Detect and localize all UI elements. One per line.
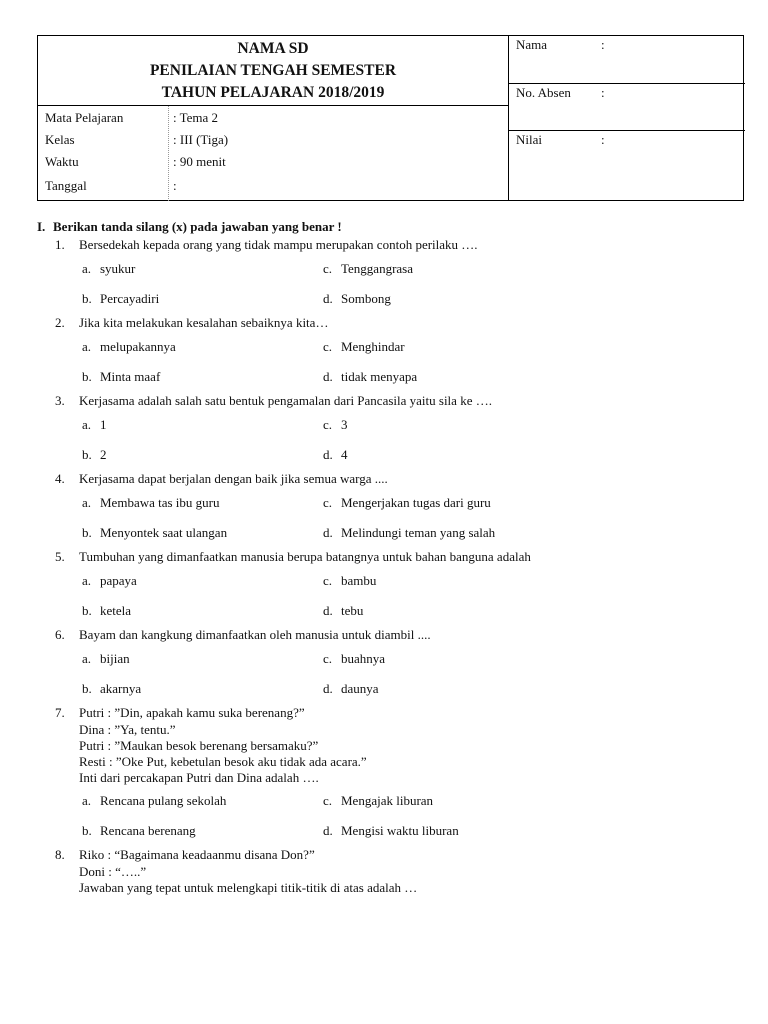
question-body: Bayam dan kangkung dimanfaatkan oleh manusia untuk diambil .... bbox=[79, 627, 431, 642]
header-title-block bbox=[38, 36, 509, 106]
question-number: 8. bbox=[55, 847, 65, 862]
answer-option[interactable] bbox=[82, 440, 323, 470]
option-letter: d. bbox=[323, 681, 333, 696]
question-list bbox=[37, 236, 744, 896]
option-text: tebu bbox=[341, 603, 364, 618]
option-text: Minta maaf bbox=[100, 369, 161, 384]
answer-options bbox=[37, 566, 744, 626]
question-body: Putri : ”Din, apakah kamu suka berenang?” bbox=[79, 705, 305, 720]
question-number: 4. bbox=[55, 471, 65, 486]
field-time: Waktu : 90 menit bbox=[45, 154, 226, 169]
answer-option[interactable] bbox=[323, 674, 563, 704]
answer-option[interactable] bbox=[323, 816, 563, 846]
answer-option[interactable] bbox=[82, 284, 323, 314]
option-text: tidak menyapa bbox=[341, 369, 418, 384]
option-text: Sombong bbox=[341, 291, 391, 306]
option-text: Membawa tas ibu guru bbox=[100, 495, 220, 510]
question-body: Bersedekah kepada orang yang tidak mampu merupakan contoh perilaku …. bbox=[79, 237, 478, 252]
option-letter: a. bbox=[82, 495, 92, 510]
question-text bbox=[37, 392, 744, 410]
field-date: Tanggal : bbox=[45, 178, 177, 193]
option-text: Tenggangrasa bbox=[341, 261, 414, 276]
question-section bbox=[37, 218, 744, 896]
answer-option[interactable] bbox=[323, 284, 563, 314]
option-text: daunya bbox=[341, 681, 379, 696]
question-body: Kerjasama adalah salah satu bentuk pengamalan dari Pancasila yaitu sila ke …. bbox=[79, 393, 492, 408]
option-text: Percayadiri bbox=[100, 291, 160, 306]
option-letter: b. bbox=[82, 291, 92, 306]
option-letter: c. bbox=[323, 573, 333, 588]
option-letter: b. bbox=[82, 369, 92, 384]
option-letter: a. bbox=[82, 573, 92, 588]
academic-year: TAHUN PELAJARAN 2018/2019 bbox=[161, 84, 385, 101]
answer-option[interactable] bbox=[323, 332, 563, 362]
option-letter: a. bbox=[82, 261, 92, 276]
option-text: syukur bbox=[100, 261, 136, 276]
answer-option[interactable] bbox=[82, 254, 323, 284]
answer-option[interactable] bbox=[82, 674, 323, 704]
absen-box[interactable]: No. Absen : bbox=[509, 84, 745, 131]
answer-options bbox=[37, 254, 744, 314]
question-number: 1. bbox=[55, 237, 65, 252]
option-text: 2 bbox=[100, 447, 107, 462]
question-text bbox=[37, 470, 744, 488]
option-text: papaya bbox=[100, 573, 137, 588]
dialog-line: Resti : ”Oke Put, kebetulan besok aku tidak ada acara.” bbox=[79, 754, 367, 769]
answer-option[interactable] bbox=[323, 254, 563, 284]
answer-option[interactable] bbox=[323, 362, 563, 392]
question-text bbox=[37, 314, 744, 332]
option-text: Mengerjakan tugas dari guru bbox=[341, 495, 491, 510]
answer-options bbox=[37, 332, 744, 392]
answer-option[interactable] bbox=[323, 786, 563, 816]
dialog-line: Dina : ”Ya, tentu.” bbox=[79, 722, 176, 737]
question-2 bbox=[37, 314, 744, 392]
answer-option[interactable] bbox=[323, 518, 563, 548]
option-text: 4 bbox=[341, 447, 348, 462]
dialog-line: Doni : “…..” bbox=[79, 864, 147, 879]
header-fields bbox=[38, 106, 509, 201]
question-number: 5. bbox=[55, 549, 65, 564]
answer-option[interactable] bbox=[82, 786, 323, 816]
answer-option[interactable] bbox=[323, 566, 563, 596]
option-letter: d. bbox=[323, 369, 333, 384]
answer-option[interactable] bbox=[323, 488, 563, 518]
question-1 bbox=[37, 236, 744, 314]
question-body: Tumbuhan yang dimanfaatkan manusia berupa batangnya untuk bahan banguna adalah bbox=[79, 549, 531, 564]
option-text: bijian bbox=[100, 651, 130, 666]
option-text: akarnya bbox=[100, 681, 142, 696]
question-body: Kerjasama dapat berjalan dengan baik jika semua warga .... bbox=[79, 471, 388, 486]
question-6 bbox=[37, 626, 744, 704]
answer-option[interactable] bbox=[82, 596, 323, 626]
option-letter: a. bbox=[82, 651, 92, 666]
school-name: NAMA SD bbox=[237, 40, 309, 57]
question-8 bbox=[37, 846, 744, 896]
answer-option[interactable] bbox=[82, 332, 323, 362]
option-letter: a. bbox=[82, 793, 92, 808]
option-letter: b. bbox=[82, 525, 92, 540]
question-number: 7. bbox=[55, 705, 65, 720]
option-letter: a. bbox=[82, 339, 92, 354]
option-letter: c. bbox=[323, 417, 333, 432]
answer-option[interactable] bbox=[323, 596, 563, 626]
option-letter: c. bbox=[323, 339, 333, 354]
question-body: Riko : “Bagaimana keadaanmu disana Don?” bbox=[79, 847, 315, 862]
exam-header bbox=[37, 35, 744, 201]
option-text: melupakannya bbox=[100, 339, 176, 354]
answer-option[interactable] bbox=[323, 410, 563, 440]
option-text: bambu bbox=[341, 573, 377, 588]
option-letter: c. bbox=[323, 495, 333, 510]
option-text: Melindungi teman yang salah bbox=[341, 525, 496, 540]
question-5 bbox=[37, 548, 744, 626]
option-letter: c. bbox=[323, 651, 333, 666]
option-letter: d. bbox=[323, 447, 333, 462]
option-text: Mengajak liburan bbox=[341, 793, 434, 808]
answer-option[interactable] bbox=[82, 410, 323, 440]
option-letter: b. bbox=[82, 603, 92, 618]
answer-options bbox=[37, 786, 744, 846]
section-instruction: I. Berikan tanda silang (x) pada jawaban yang benar ! bbox=[37, 219, 342, 234]
exam-name: PENILAIAN TENGAH SEMESTER bbox=[149, 62, 397, 79]
option-letter: a. bbox=[82, 417, 92, 432]
answer-options bbox=[37, 488, 744, 548]
option-text: Mengisi waktu liburan bbox=[341, 823, 459, 838]
option-text: 3 bbox=[341, 417, 348, 432]
question-7 bbox=[37, 704, 744, 846]
question-3 bbox=[37, 392, 744, 470]
option-text: buahnya bbox=[341, 651, 386, 666]
option-text: ketela bbox=[100, 603, 132, 618]
option-text: Menyontek saat ulangan bbox=[100, 525, 228, 540]
score-box[interactable]: Nilai : bbox=[516, 132, 605, 147]
field-class: Kelas : III (Tiga) bbox=[45, 132, 229, 147]
answer-option[interactable] bbox=[82, 644, 323, 674]
answer-option[interactable] bbox=[82, 518, 323, 548]
dialog-line: Jawaban yang tepat untuk melengkapi titik-titik di atas adalah … bbox=[79, 880, 418, 895]
question-number: 6. bbox=[55, 627, 65, 642]
question-text bbox=[37, 704, 744, 722]
answer-option[interactable] bbox=[82, 566, 323, 596]
question-body: Jika kita melakukan kesalahan sebaiknya kita… bbox=[79, 315, 329, 330]
option-letter: c. bbox=[323, 261, 333, 276]
answer-option[interactable] bbox=[323, 644, 563, 674]
option-text: 1 bbox=[100, 417, 107, 432]
option-letter: d. bbox=[323, 291, 333, 306]
dialog-line: Inti dari percakapan Putri dan Dina adalah …. bbox=[79, 770, 319, 785]
option-letter: d. bbox=[323, 603, 333, 618]
question-4 bbox=[37, 470, 744, 548]
question-number: 2. bbox=[55, 315, 65, 330]
option-letter: d. bbox=[323, 525, 333, 540]
option-text: Menghindar bbox=[341, 339, 405, 354]
option-text: Rencana berenang bbox=[100, 823, 196, 838]
question-text bbox=[37, 626, 744, 644]
question-text bbox=[37, 548, 744, 566]
name-box[interactable]: Nama : bbox=[509, 36, 745, 84]
answer-option[interactable] bbox=[323, 440, 563, 470]
option-letter: b. bbox=[82, 681, 92, 696]
answer-option[interactable] bbox=[82, 488, 323, 518]
question-text bbox=[37, 236, 744, 254]
answer-options bbox=[37, 644, 744, 704]
dialog-line: Putri : ”Maukan besok berenang bersamaku?” bbox=[79, 738, 319, 753]
option-letter: d. bbox=[323, 823, 333, 838]
option-letter: b. bbox=[82, 823, 92, 838]
question-text bbox=[37, 846, 744, 864]
option-letter: b. bbox=[82, 447, 92, 462]
option-text: Rencana pulang sekolah bbox=[100, 793, 227, 808]
option-letter: c. bbox=[323, 793, 333, 808]
field-subject: Mata Pelajaran : Tema 2 bbox=[45, 110, 219, 125]
answer-option[interactable] bbox=[82, 816, 323, 846]
question-number: 3. bbox=[55, 393, 65, 408]
answer-option[interactable] bbox=[82, 362, 323, 392]
answer-options bbox=[37, 410, 744, 470]
